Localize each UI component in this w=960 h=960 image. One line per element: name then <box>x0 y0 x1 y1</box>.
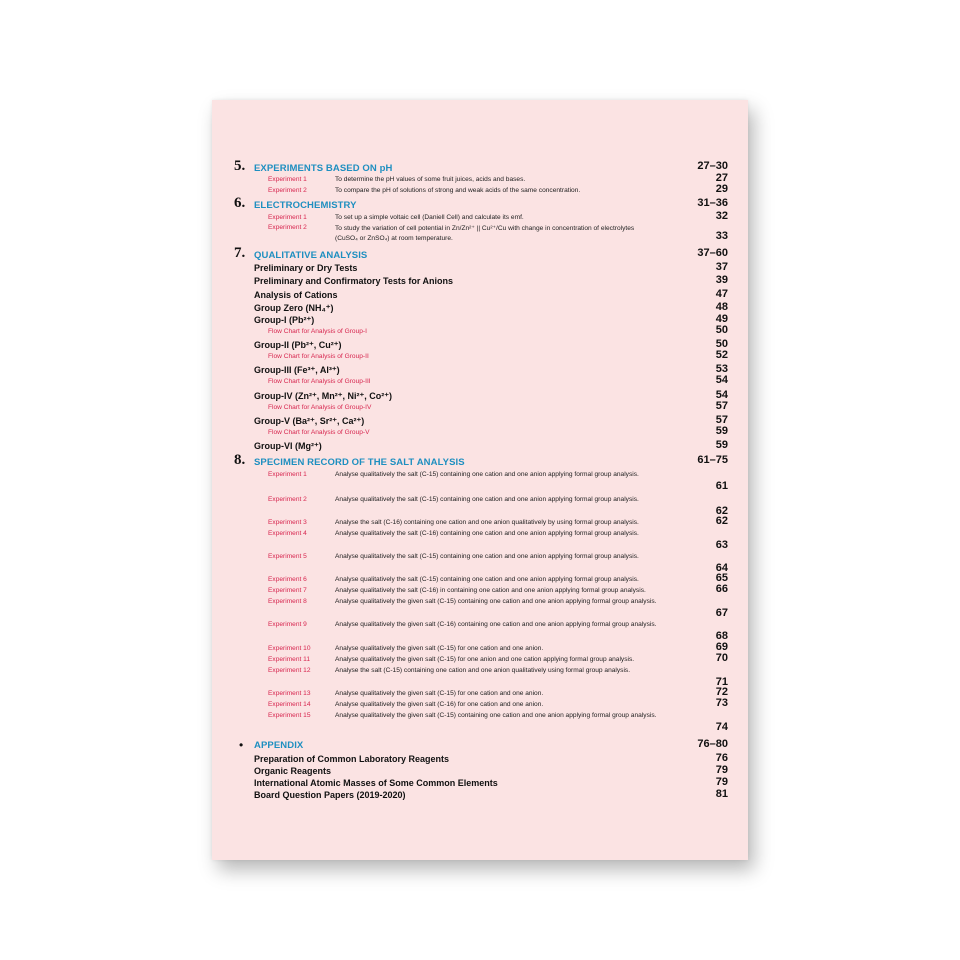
page-number: 48 <box>715 301 728 313</box>
book-page <box>212 100 748 860</box>
experiment-label: Experiment 1 <box>268 176 307 183</box>
flow-chart-label: Flow Chart for Analysis of Group-I <box>268 328 367 335</box>
page-number: 50 <box>715 338 728 350</box>
page-number: 67 <box>715 607 728 619</box>
experiment-text: Analyse qualitatively the given salt (C-15) for one cation and one anion. <box>335 645 544 652</box>
section-pages: 37–60 <box>697 247 728 259</box>
section-title: EXPERIMENTS BASED ON pH <box>254 163 393 174</box>
experiment-label: Experiment 13 <box>268 690 311 697</box>
page-number: 79 <box>715 764 728 776</box>
page-number: 68 <box>715 630 728 642</box>
experiment-label: Experiment 15 <box>268 712 311 719</box>
experiment-label: Experiment 9 <box>268 621 307 628</box>
topic-label: Group-V (Ba²⁺, Sr²⁺, Ca²⁺) <box>254 416 365 426</box>
topic-label: Organic Reagents <box>254 766 332 776</box>
flow-chart-label: Flow Chart for Analysis of Group-III <box>268 378 371 385</box>
experiment-text: Analyse qualitatively the given salt (C-16) for one cation and one anion. <box>335 701 544 708</box>
section-number: 8. <box>234 452 246 468</box>
section-title: ELECTROCHEMISTRY <box>254 200 357 211</box>
page-number: 71 <box>715 676 728 688</box>
page-number: 81 <box>715 788 728 800</box>
experiment-label: Experiment 12 <box>268 667 311 674</box>
experiment-text: Analyse qualitatively the salt (C-16) in containing one cation and one anion applying formal group analysis. <box>335 587 646 594</box>
experiment-text: To compare the pH of solutions of strong and weak acids of the same concentration. <box>335 187 581 194</box>
experiment-label: Experiment 10 <box>268 645 311 652</box>
experiment-text: Analyse the salt (C-15) containing one cation and one anion qualitatively using formal group analysis. <box>335 667 631 674</box>
page-number: 47 <box>715 288 728 300</box>
experiment-label: Experiment 1 <box>268 214 307 221</box>
page-number: 79 <box>715 776 728 788</box>
page-number: 65 <box>715 572 728 584</box>
experiment-text: Analyse qualitatively the given salt (C-16) containing one cation and one anion applying formal group analysis. <box>335 621 657 628</box>
page-number: 72 <box>715 686 728 698</box>
page-number: 69 <box>715 641 728 653</box>
bullet-icon: • <box>239 738 244 752</box>
experiment-label: Experiment 4 <box>268 530 307 537</box>
page-number: 62 <box>715 505 728 517</box>
section-title: APPENDIX <box>254 740 304 751</box>
section-number: 7. <box>234 245 246 261</box>
experiment-label: Experiment 5 <box>268 553 307 560</box>
page-number: 66 <box>715 583 728 595</box>
page-number: 61 <box>715 480 728 492</box>
flow-chart-label: Flow Chart for Analysis of Group-IV <box>268 404 372 411</box>
topic-label: Group-IV (Zn²⁺, Mn²⁺, Ni²⁺, Co²⁺) <box>254 391 392 401</box>
experiment-text: To determine the pH values of some fruit juices, acids and bases. <box>335 176 526 183</box>
page-number: 63 <box>715 539 728 551</box>
experiment-text: To set up a simple voltaic cell (Daniell Cell) and calculate its emf. <box>335 214 524 221</box>
experiment-text: Analyse qualitatively the given salt (C-15) for one anion and one cation applying formal group analysis. <box>335 656 635 663</box>
experiment-label: Experiment 14 <box>268 701 311 708</box>
page-number: 70 <box>715 652 728 664</box>
experiment-label: Experiment 6 <box>268 576 307 583</box>
experiment-text-line2: (CuSO₄ or ZnSO₄) at room temperature. <box>335 235 453 242</box>
page-number: 74 <box>715 721 728 733</box>
page-number: 29 <box>715 183 728 195</box>
page-number: 57 <box>715 414 728 426</box>
topic-label: Preparation of Common Laboratory Reagents <box>254 754 450 764</box>
page-number: 57 <box>715 400 728 412</box>
experiment-label: Experiment 1 <box>268 471 307 478</box>
topic-label: Group-II (Pb²⁺, Cu²⁺) <box>254 340 342 350</box>
section-pages: 27–30 <box>697 160 728 172</box>
section-pages: 76–80 <box>697 738 728 750</box>
experiment-text: To study the variation of cell potential in Zn/Zn²⁺ || Cu²⁺/Cu with change in concentration of electrolytes <box>335 225 635 232</box>
experiment-text: Analyse qualitatively the given salt (C-15) for one cation and one anion. <box>335 690 544 697</box>
section-title: QUALITATIVE ANALYSIS <box>254 250 368 261</box>
section-number: 6. <box>234 195 246 211</box>
experiment-text: Analyse qualitatively the salt (C-16) containing one cation and one anion applying formal group analysis. <box>335 530 639 537</box>
page-number: 54 <box>715 389 728 401</box>
page-number: 76 <box>715 752 728 764</box>
experiment-label: Experiment 3 <box>268 519 307 526</box>
page-number: 62 <box>715 515 728 527</box>
topic-label: Preliminary or Dry Tests <box>254 263 358 273</box>
flow-chart-label: Flow Chart for Analysis of Group-II <box>268 353 369 360</box>
topic-label: Analysis of Cations <box>254 290 338 300</box>
topic-label: Board Question Papers (2019-2020) <box>254 790 406 800</box>
page-number: 32 <box>715 210 728 222</box>
experiment-text: Analyse qualitatively the given salt (C-15) containing one cation and one anion applying formal group analysis. <box>335 598 657 605</box>
experiment-label: Experiment 2 <box>268 496 307 503</box>
experiment-text: Analyse qualitatively the salt (C-15) containing one cation and one anion applying formal group analysis. <box>335 553 639 560</box>
page-number: 64 <box>715 562 728 574</box>
topic-label: Preliminary and Confirmatory Tests for Anions <box>254 276 454 286</box>
topic-label: Group-I (Pb²⁺) <box>254 315 315 325</box>
experiment-label: Experiment 2 <box>268 187 307 194</box>
section-pages: 31–36 <box>697 197 728 209</box>
experiment-text: Analyse the salt (C-16) containing one cation and one anion qualitatively by using formal group analysis. <box>335 519 639 526</box>
page-number: 53 <box>715 363 728 375</box>
experiment-label: Experiment 7 <box>268 587 307 594</box>
section-title: SPECIMEN RECORD OF THE SALT ANALYSIS <box>254 457 465 468</box>
page-number: 73 <box>715 697 728 709</box>
section-pages: 61–75 <box>697 454 728 466</box>
topic-label: Group Zero (NH₄⁺) <box>254 303 334 313</box>
page-number: 52 <box>715 349 728 361</box>
page-number: 33 <box>715 230 728 242</box>
experiment-text: Analyse qualitatively the given salt (C-15) containing one cation and one anion applying formal group analysis. <box>335 712 657 719</box>
page-number: 27 <box>715 172 728 184</box>
page-number: 50 <box>715 324 728 336</box>
experiment-text: Analyse qualitatively the salt (C-15) containing one cation and one anion applying formal group analysis. <box>335 496 639 503</box>
flow-chart-label: Flow Chart for Analysis of Group-V <box>268 429 370 436</box>
experiment-text: Analyse qualitatively the salt (C-15) containing one cation and one anion applying formal group analysis. <box>335 471 639 478</box>
section-number: 5. <box>234 158 246 174</box>
topic-label: Group-III (Fe³⁺, Al³⁺) <box>254 365 340 375</box>
page-number: 59 <box>715 439 728 451</box>
page-number: 37 <box>715 261 728 273</box>
experiment-label: Experiment 2 <box>268 224 307 231</box>
page-number: 54 <box>715 374 728 386</box>
page-number: 49 <box>715 313 728 325</box>
topic-label: International Atomic Masses of Some Common Elements <box>254 778 498 788</box>
experiment-label: Experiment 8 <box>268 598 307 605</box>
page-number: 39 <box>715 274 728 286</box>
experiment-label: Experiment 11 <box>268 656 311 663</box>
experiment-text: Analyse qualitatively the salt (C-15) containing one cation and one anion applying formal group analysis. <box>335 576 639 583</box>
page-number: 59 <box>715 425 728 437</box>
topic-label: Group-VI (Mg²⁺) <box>254 441 322 451</box>
